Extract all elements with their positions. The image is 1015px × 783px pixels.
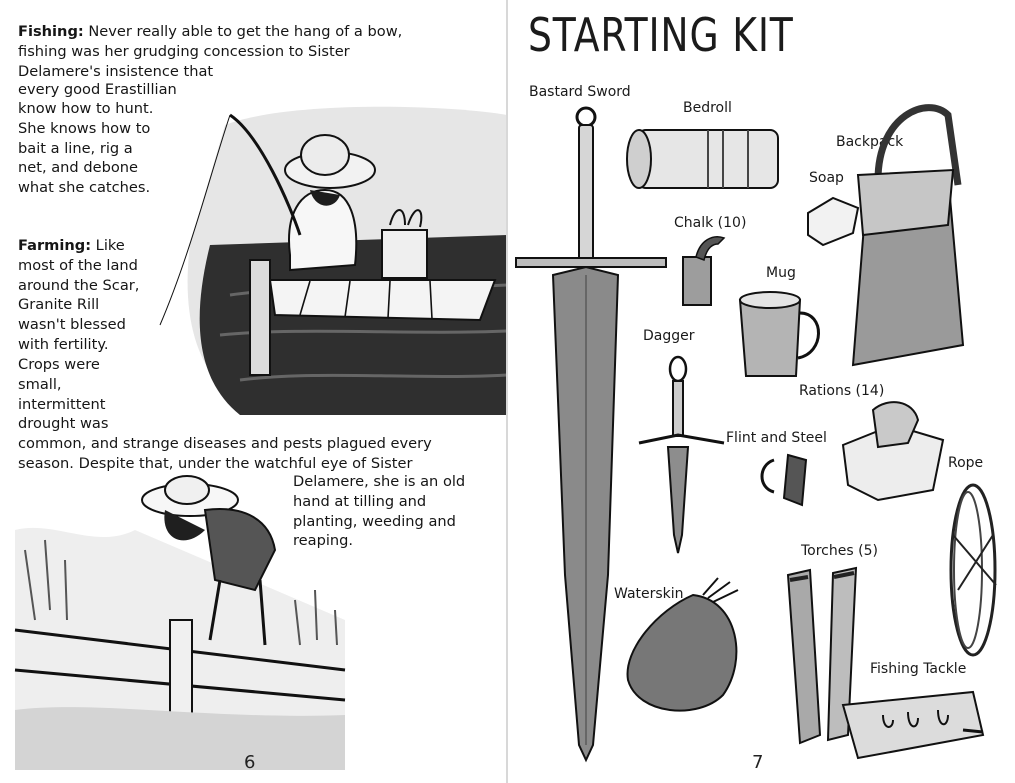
label-bastard-sword: Bastard Sword <box>529 84 631 100</box>
fishing-line-3: Delamere's insistence that <box>18 63 214 80</box>
farming-line-16: reaping. <box>293 532 354 549</box>
farming-line-1: Farming: Like <box>18 237 125 254</box>
label-rations: Rations (14) <box>799 383 885 399</box>
label-mug: Mug <box>766 265 796 281</box>
flint-and-steel-icon <box>756 450 811 510</box>
label-soap: Soap <box>809 170 844 186</box>
rations-icon <box>833 395 953 505</box>
backpack-icon <box>848 95 968 375</box>
fishing-heading: Fishing: <box>18 23 84 40</box>
fishing-line-1: Fishing: Never really able to get the hang of a bow, <box>18 23 403 40</box>
farming-line-3: around the Scar, <box>18 277 140 294</box>
label-rope: Rope <box>948 455 984 471</box>
label-waterskin: Waterskin <box>614 586 684 602</box>
farming-line-10: drought was <box>18 415 109 432</box>
fishing-line-4: every good Erastillian <box>18 81 177 98</box>
farming-line-11: common, and strange diseases and pests plagued every <box>18 435 432 452</box>
rope-icon <box>938 475 1013 665</box>
farming-line-13: Delamere, she is an old <box>293 473 466 490</box>
farming-illustration <box>15 470 365 770</box>
label-torches: Torches (5) <box>801 543 878 559</box>
label-flint-and-steel: Flint and Steel <box>726 430 827 446</box>
fishing-line-6: She knows how to <box>18 120 151 137</box>
label-chalk: Chalk (10) <box>674 215 747 231</box>
fishing-line-5: know how to hunt. <box>18 100 154 117</box>
label-dagger: Dagger <box>643 328 695 344</box>
page-number-right: 7 <box>752 752 764 773</box>
farming-heading: Farming: <box>18 237 92 254</box>
farming-line-9: intermittent <box>18 396 106 413</box>
farming-line-4: Granite Rill <box>18 296 100 313</box>
farming-line-2: most of the land <box>18 257 138 274</box>
farming-line-5: wasn't blessed <box>18 316 126 333</box>
page-title: STARTING KIT <box>528 8 794 62</box>
fishing-line-7: bait a line, rig a <box>18 140 133 157</box>
fishing-line-8: net, and debone <box>18 159 138 176</box>
fishing-line-9: what she catches. <box>18 179 151 196</box>
dagger-icon <box>636 355 736 560</box>
fishing-tackle-icon <box>838 680 988 765</box>
waterskin-icon <box>618 570 758 720</box>
page-number-left: 6 <box>244 752 256 773</box>
chalk-icon <box>678 232 728 310</box>
mug-icon <box>730 288 830 383</box>
farming-line-12: season. Despite that, under the watchful eye of Sister <box>18 455 413 472</box>
farming-line-15: planting, weeding and <box>293 513 456 530</box>
label-fishing-tackle: Fishing Tackle <box>870 661 967 677</box>
label-bedroll: Bedroll <box>683 100 732 116</box>
bedroll-icon <box>623 125 793 195</box>
fishing-line-2: fishing was her grudging concession to Sister <box>18 43 350 60</box>
left-page <box>0 0 507 783</box>
label-backpack: Backpack <box>836 134 904 150</box>
farming-line-6: with fertility. <box>18 336 109 353</box>
farming-line-8: small, <box>18 376 62 393</box>
farming-line-7: Crops were <box>18 356 100 373</box>
fishing-illustration <box>150 95 507 425</box>
right-page <box>508 0 1015 783</box>
farming-line-14: hand at tilling and <box>293 493 427 510</box>
